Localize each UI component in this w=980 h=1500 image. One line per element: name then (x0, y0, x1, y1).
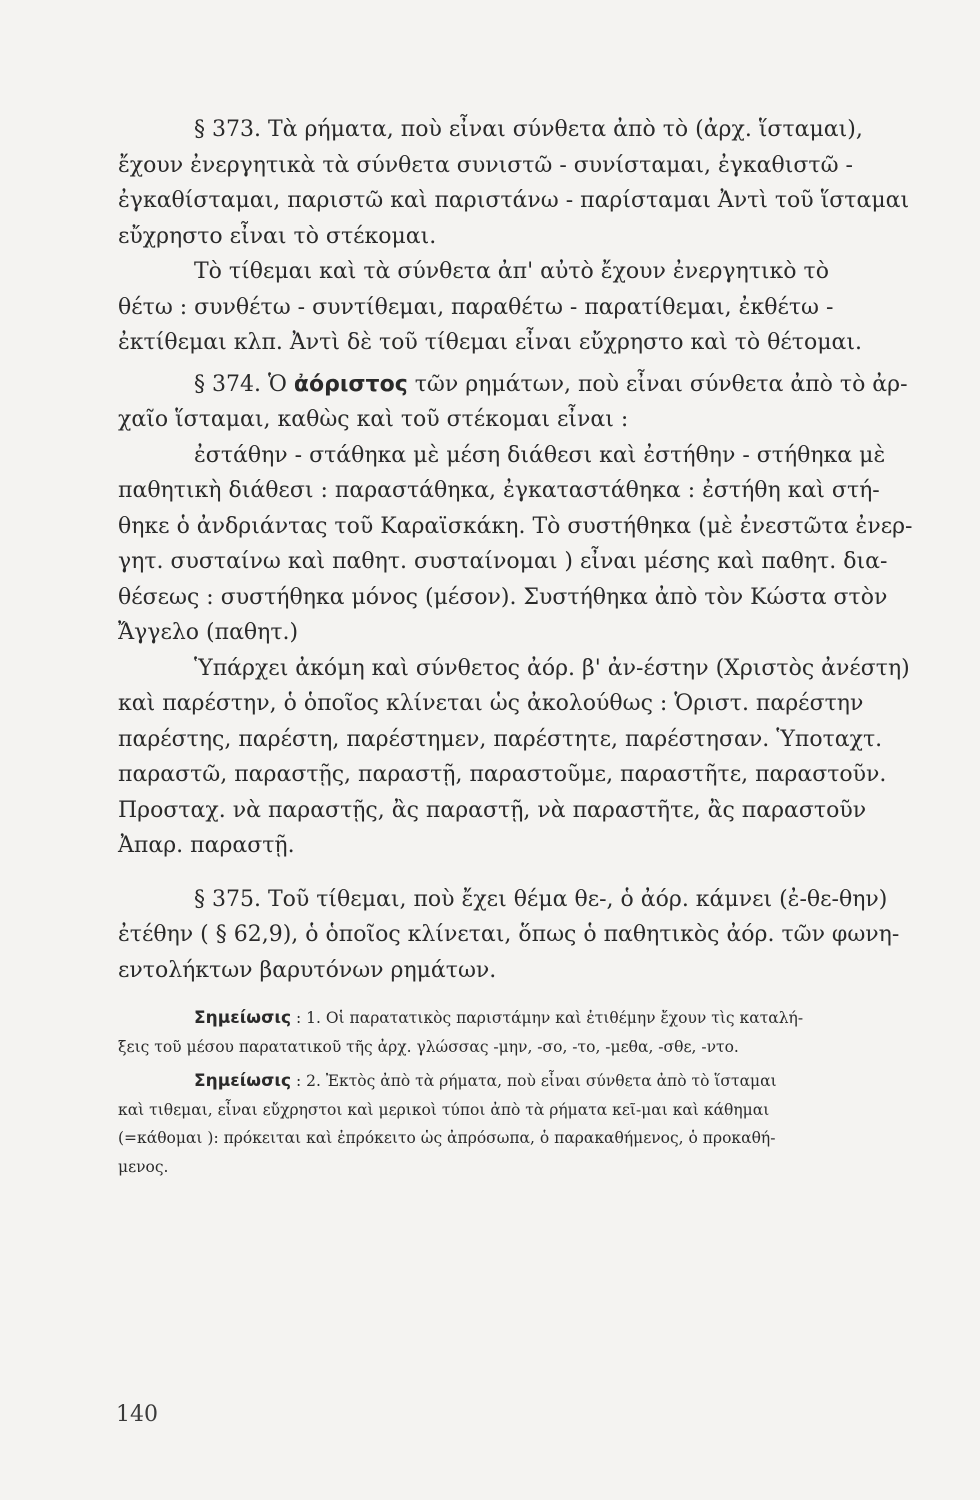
text-line: παραστῶ, παραστῇς, παραστῇ, παραστοῦμε, παραστῆτε, παραστοῦν. (118, 762, 887, 787)
text-line: Ἀπαρ. παραστῇ. (118, 833, 295, 858)
text-line: ἐτέθην ( § 62,9), ὁ ὁποῖος κλίνεται, ὅπως ὁ παθητικὸς ἀόρ. τῶν φωνη- (118, 922, 900, 947)
note-label: Σημείωσις (194, 1008, 292, 1028)
bold-term: ἀόριστος (293, 371, 408, 397)
notes-block (118, 1004, 934, 1181)
text-line: § 375. Τοῦ τίθεμαι, ποὺ ἔχει θέμα θε-, ὁ ἀόρ. κάμνει (ἐ-θε-θην) (194, 886, 888, 912)
text-span: : 1. Οἱ παρατατικὸς παριστάμην καὶ ἐτιθέμην ἔχουν τὶς καταλή- (291, 1009, 804, 1027)
text-line: θέτω : συνθέτω - συντίθεμαι, παραθέτω - παρατίθεμαι, ἐκθέτω - (118, 294, 834, 320)
text-span: § 374. Ὁ (194, 371, 294, 397)
section-373 (118, 112, 934, 361)
page-number: 140 (116, 1402, 158, 1427)
text-line: (=κάθομαι ): πρόκειται καὶ ἐπρόκειτο ὡς ἀπρόσωπα, ὁ παρακαθήμενος, ὁ προκαθή- (118, 1129, 776, 1147)
section-374 (118, 367, 934, 864)
text-line: Προσταχ. νὰ παραστῇς, ἂς παραστῇ, νὰ παραστῆτε, ἂς παραστοῦν (118, 797, 867, 823)
text-line: ἐκτίθεμαι κλπ. Ἀντὶ δὲ τοῦ τίθεμαι εἶναι εὔχρηστο καὶ τὸ θέτομαι. (118, 330, 862, 355)
text-line: γητ. συσταίνω καὶ παθητ. συσταίνομαι ) εἶναι μέσης καὶ παθητ. δια- (118, 549, 888, 574)
text-line: ἐστάθην - στάθηκα μὲ μέση διάθεσι καὶ ἐστήθην - στήθηκα μὲ (194, 442, 886, 468)
text-line: μενος. (118, 1157, 169, 1176)
text-line (118, 1004, 934, 1033)
text-line: Ἄγγελο (παθητ.) (118, 620, 299, 645)
section-375 (118, 882, 934, 989)
text-line (118, 367, 934, 403)
text-line: καὶ τιθεμαι, εἶναι εὔχρηστοι καὶ μερικοὶ τύποι ἀπὸ τὰ ρήματα κεῖ-μαι καὶ κάθημαι (118, 1100, 770, 1119)
text-line: Τὸ τίθεμαι καὶ τὰ σύνθετα ἀπ' αὐτὸ ἔχουν ἐνεργητικὸ τὸ (194, 259, 829, 284)
text-line: θηκε ὁ ἀνδριάντας τοῦ Καραϊσκάκη. Τὸ συστήθηκα (μὲ ἐνεστῶτα ἐνερ- (118, 513, 913, 539)
text-line: ἐγκαθίσταμαι, παριστῶ καὶ παριστάνω - παρίσταμαι Ἀντὶ τοῦ ἵσταμαι (118, 188, 910, 213)
text-line: § 373. Τὰ ρήματα, ποὺ εἶναι σύνθετα ἀπὸ τὸ (ἀρχ. ἵσταμαι), (194, 117, 863, 142)
text-line: Ὑπάρχει ἀκόμη καὶ σύνθετος ἀόρ. β' ἀν-έστην (Χριστὸς ἀνέστη) (194, 655, 910, 681)
text-line (118, 1067, 934, 1096)
text-line: καὶ παρέστην, ὁ ὁποῖος κλίνεται ὡς ἀκολούθως : Ὁριστ. παρέστην (118, 691, 864, 716)
note-2 (118, 1067, 934, 1181)
text-span: : 2. Ἐκτὸς ἀπὸ τὰ ρήματα, ποὺ εἶναι σύνθετα ἀπὸ τὸ ἵσταμαι (291, 1072, 777, 1090)
note-label: Σημείωσις (194, 1071, 292, 1091)
text-line: ἔχουν ἐνεργητικὰ τὰ σύνθετα συνιστῶ - συνίσταμαι, ἐγκαθιστῶ - (118, 152, 853, 178)
page-body (118, 112, 934, 1181)
text-span: τῶν ρημάτων, ποὺ εἶναι σύνθετα ἀπὸ τὸ ἀρ- (407, 371, 908, 397)
text-line: χαῖο ἵσταμαι, καθὼς καὶ τοῦ στέκομαι εἶναι : (118, 407, 629, 432)
text-line: ξεις τοῦ μέσου παρατατικοῦ τῆς ἀρχ. γλώσσας -μην, -σο, -το, -μεθα, -σθε, -ντο. (118, 1037, 739, 1056)
text-line: θέσεως : συστήθηκα μόνος (μέσον). Συστήθηκα ἀπὸ τὸν Κώστα στὸν (118, 584, 888, 610)
note-1 (118, 1004, 934, 1061)
text-line: εὔχρηστο εἶναι τὸ στέκομαι. (118, 223, 437, 249)
text-line: παθητικὴ διάθεσι : παραστάθηκα, ἐγκαταστάθηκα : ἐστήθη καὶ στή- (118, 478, 880, 503)
text-line: εντολήκτων βαρυτόνων ρημάτων. (118, 957, 497, 983)
text-line: παρέστης, παρέστη, παρέστημεν, παρέστητε, παρέστησαν. Ὑποταχτ. (118, 726, 883, 752)
